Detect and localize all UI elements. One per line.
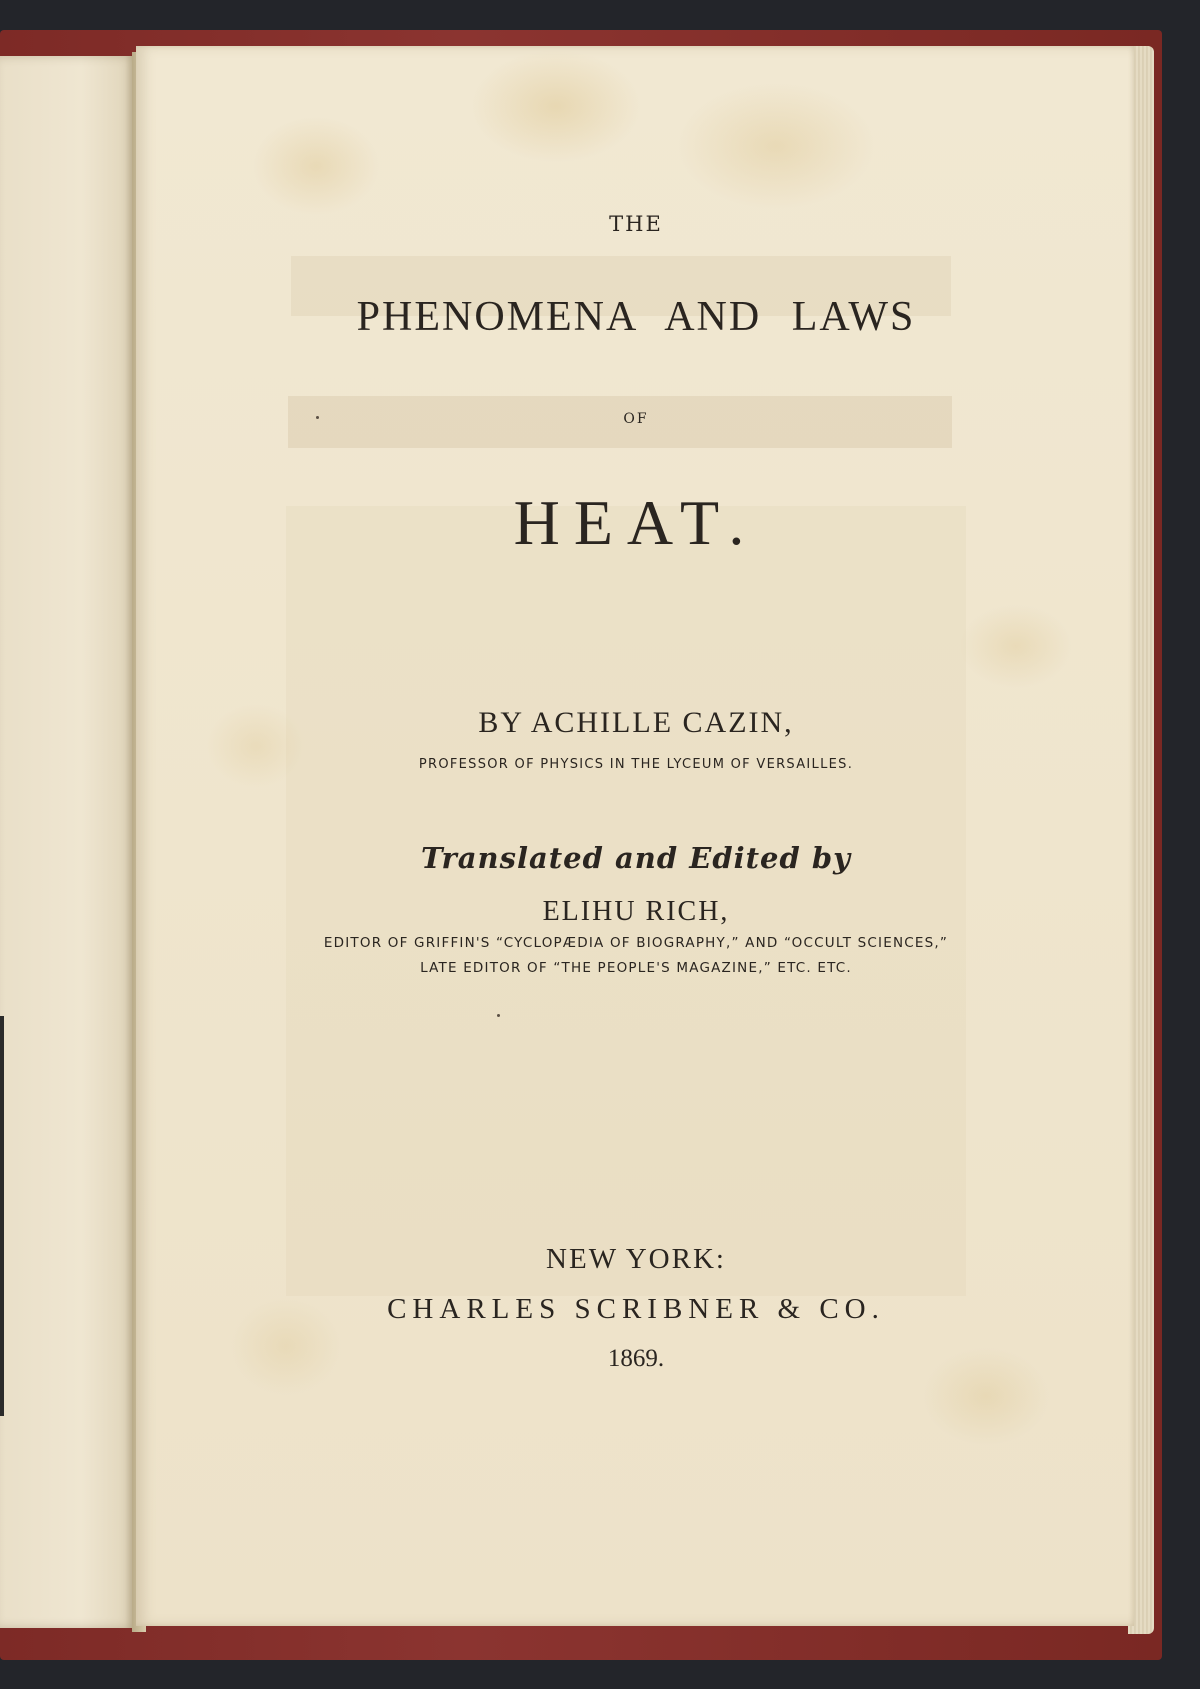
- paper-speck: [316, 416, 319, 419]
- editor-credit-line: LATE EDITOR OF “THE PEOPLE'S MAGAZINE,” ETC. ETC.: [420, 960, 852, 976]
- imprint-publisher: CHARLES SCRIBNER & CO.: [387, 1293, 885, 1325]
- main-title: PHENOMENA AND LAWS: [356, 294, 916, 340]
- flyleaf-edge: [0, 1016, 4, 1416]
- translated-by-line: Translated and Edited by: [421, 841, 851, 875]
- title-page: [136, 46, 1134, 1626]
- facing-flyleaf-page: [0, 56, 136, 1628]
- editor-credit-line: EDITOR OF GRIFFIN'S “CYCLOPÆDIA OF BIOGRAPHY,” AND “OCCULT SCIENCES,”: [323, 935, 949, 951]
- imprint-year: 1869.: [607, 1345, 665, 1372]
- subject-title: HEAT.: [513, 487, 759, 558]
- editor-line: ELIHU RICH,: [542, 896, 730, 927]
- imprint-city: NEW YORK:: [546, 1243, 726, 1275]
- title-line-of: OF: [623, 411, 649, 427]
- author-title: PROFESSOR OF PHYSICS IN THE LYCEUM OF VERSAILLES.: [418, 757, 854, 772]
- author-line: BY ACHILLE CAZIN,: [478, 706, 794, 739]
- paper-speck: [497, 1014, 500, 1017]
- title-line-the: THE: [609, 212, 663, 236]
